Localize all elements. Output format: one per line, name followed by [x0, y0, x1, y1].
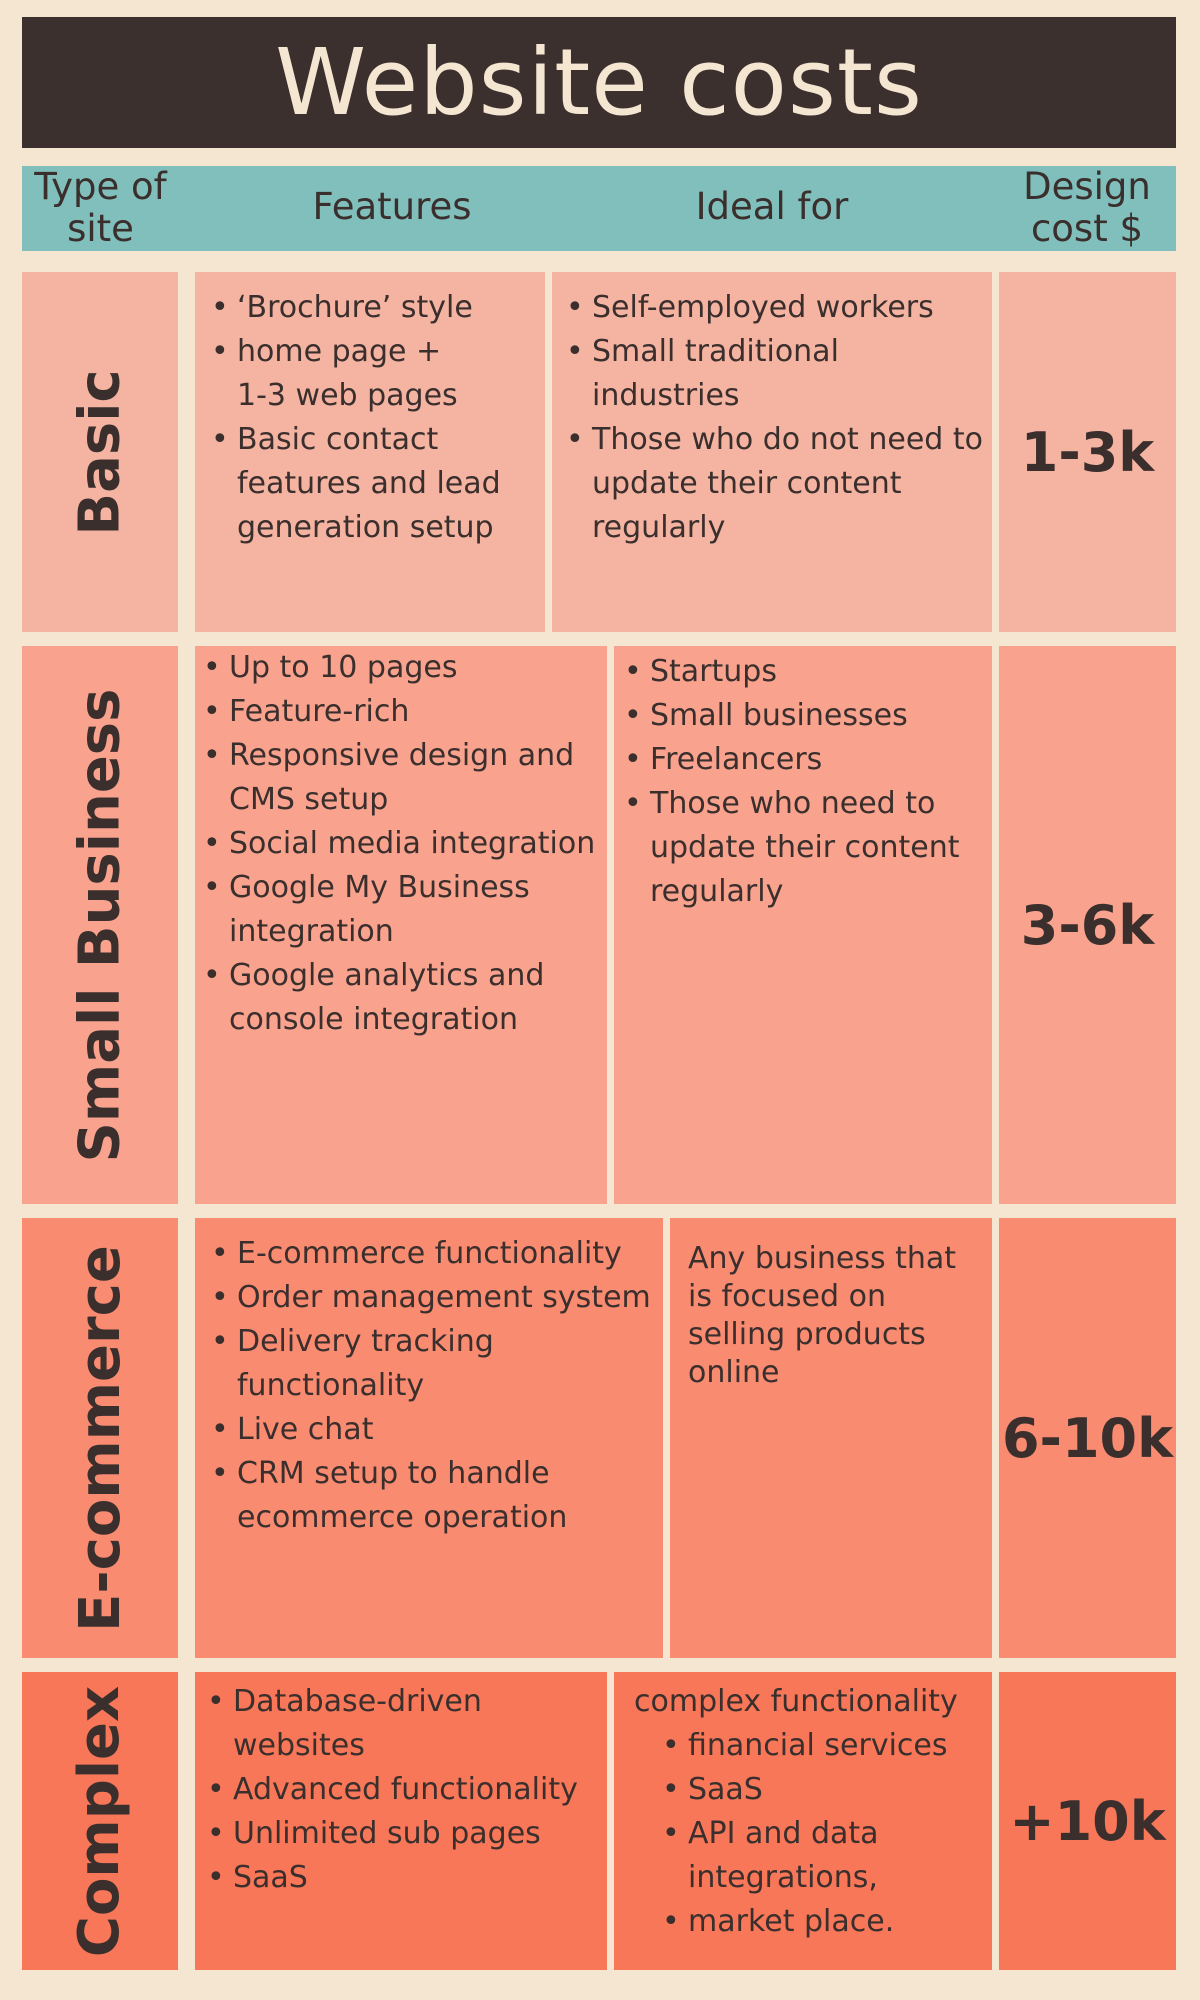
list-item: • Up to 10 pages	[199, 646, 601, 690]
list-item: • Basic contact features and lead generation setup	[207, 418, 537, 550]
row-name: Complex	[67, 1685, 133, 1957]
list-item: • Google analytics and console integration	[199, 954, 601, 1042]
list-item: • Unlimited sub pages	[203, 1812, 603, 1856]
list-item: • Self-employed workers	[562, 286, 984, 330]
features-small-business	[195, 646, 607, 1204]
list-item: • home page + 1-3 web pages	[207, 330, 537, 418]
cost-basic: 1-3k	[999, 272, 1176, 632]
cost-e-commerce: 6-10k	[999, 1218, 1176, 1658]
ideal-for-heading: complex functionality	[634, 1684, 958, 1719]
cost-small-business: 3-6k	[999, 646, 1176, 1204]
cost-complex: +10k	[999, 1672, 1176, 1970]
list-item: • Freelancers	[620, 738, 984, 782]
list-item: • Small businesses	[620, 694, 984, 738]
list-item: • Delivery tracking functionality	[207, 1320, 657, 1408]
list-item: • market place.	[658, 1900, 986, 1944]
list-item: • Live chat	[207, 1408, 657, 1452]
row-name: Basic	[67, 368, 133, 536]
list-item: • Small traditional industries	[562, 330, 984, 418]
list-item: • Advanced functionality	[203, 1768, 603, 1812]
list-item: • Order management system	[207, 1276, 657, 1320]
ideal-for-e-commerce	[670, 1218, 992, 1658]
list-item: • API and data integrations,	[658, 1812, 986, 1900]
list-item: • Social media integration	[199, 822, 601, 866]
row-name: Small Business	[67, 688, 133, 1162]
features-complex	[195, 1672, 607, 1970]
table-header	[22, 166, 1176, 251]
ideal-for-small-business	[614, 646, 992, 1204]
title-banner	[22, 17, 1176, 148]
ideal-for-complex	[614, 1672, 992, 1970]
page-title: Website costs	[275, 28, 923, 136]
header-design-cost: Design cost $	[1023, 165, 1151, 250]
list-item: • ‘Brochure’ style	[207, 286, 537, 330]
row-name: E-commerce	[67, 1244, 133, 1632]
header-type-of-site: Type of site	[34, 165, 167, 250]
list-item: • E-commerce functionality	[207, 1232, 657, 1276]
list-item: • Startups	[620, 650, 984, 694]
list-item: • Those who need to update their content regularly	[620, 782, 984, 914]
ideal-for-basic	[552, 272, 992, 632]
list-item: • Database-driven websites	[203, 1680, 603, 1768]
list-item: • CRM setup to handle ecommerce operation	[207, 1452, 657, 1540]
header-ideal-for: Ideal for	[695, 185, 849, 228]
list-item: • financial services	[658, 1724, 986, 1768]
row-label-e-commerce	[22, 1218, 178, 1658]
header-features: Features	[312, 185, 472, 228]
row-label-small-business	[22, 646, 178, 1204]
list-item: • Google My Business integration	[199, 866, 601, 954]
features-e-commerce	[195, 1218, 663, 1658]
features-basic	[195, 272, 545, 632]
row-label-basic	[22, 272, 178, 632]
list-item: • Feature-rich	[199, 690, 601, 734]
list-item: • Responsive design and CMS setup	[199, 734, 601, 822]
ideal-for-text: Any business that is focused on selling products online	[688, 1241, 957, 1390]
list-item: • SaaS	[658, 1768, 986, 1812]
row-label-complex	[22, 1672, 178, 1970]
list-item: • SaaS	[203, 1856, 603, 1900]
list-item: • Those who do not need to update their content regularly	[562, 418, 984, 550]
